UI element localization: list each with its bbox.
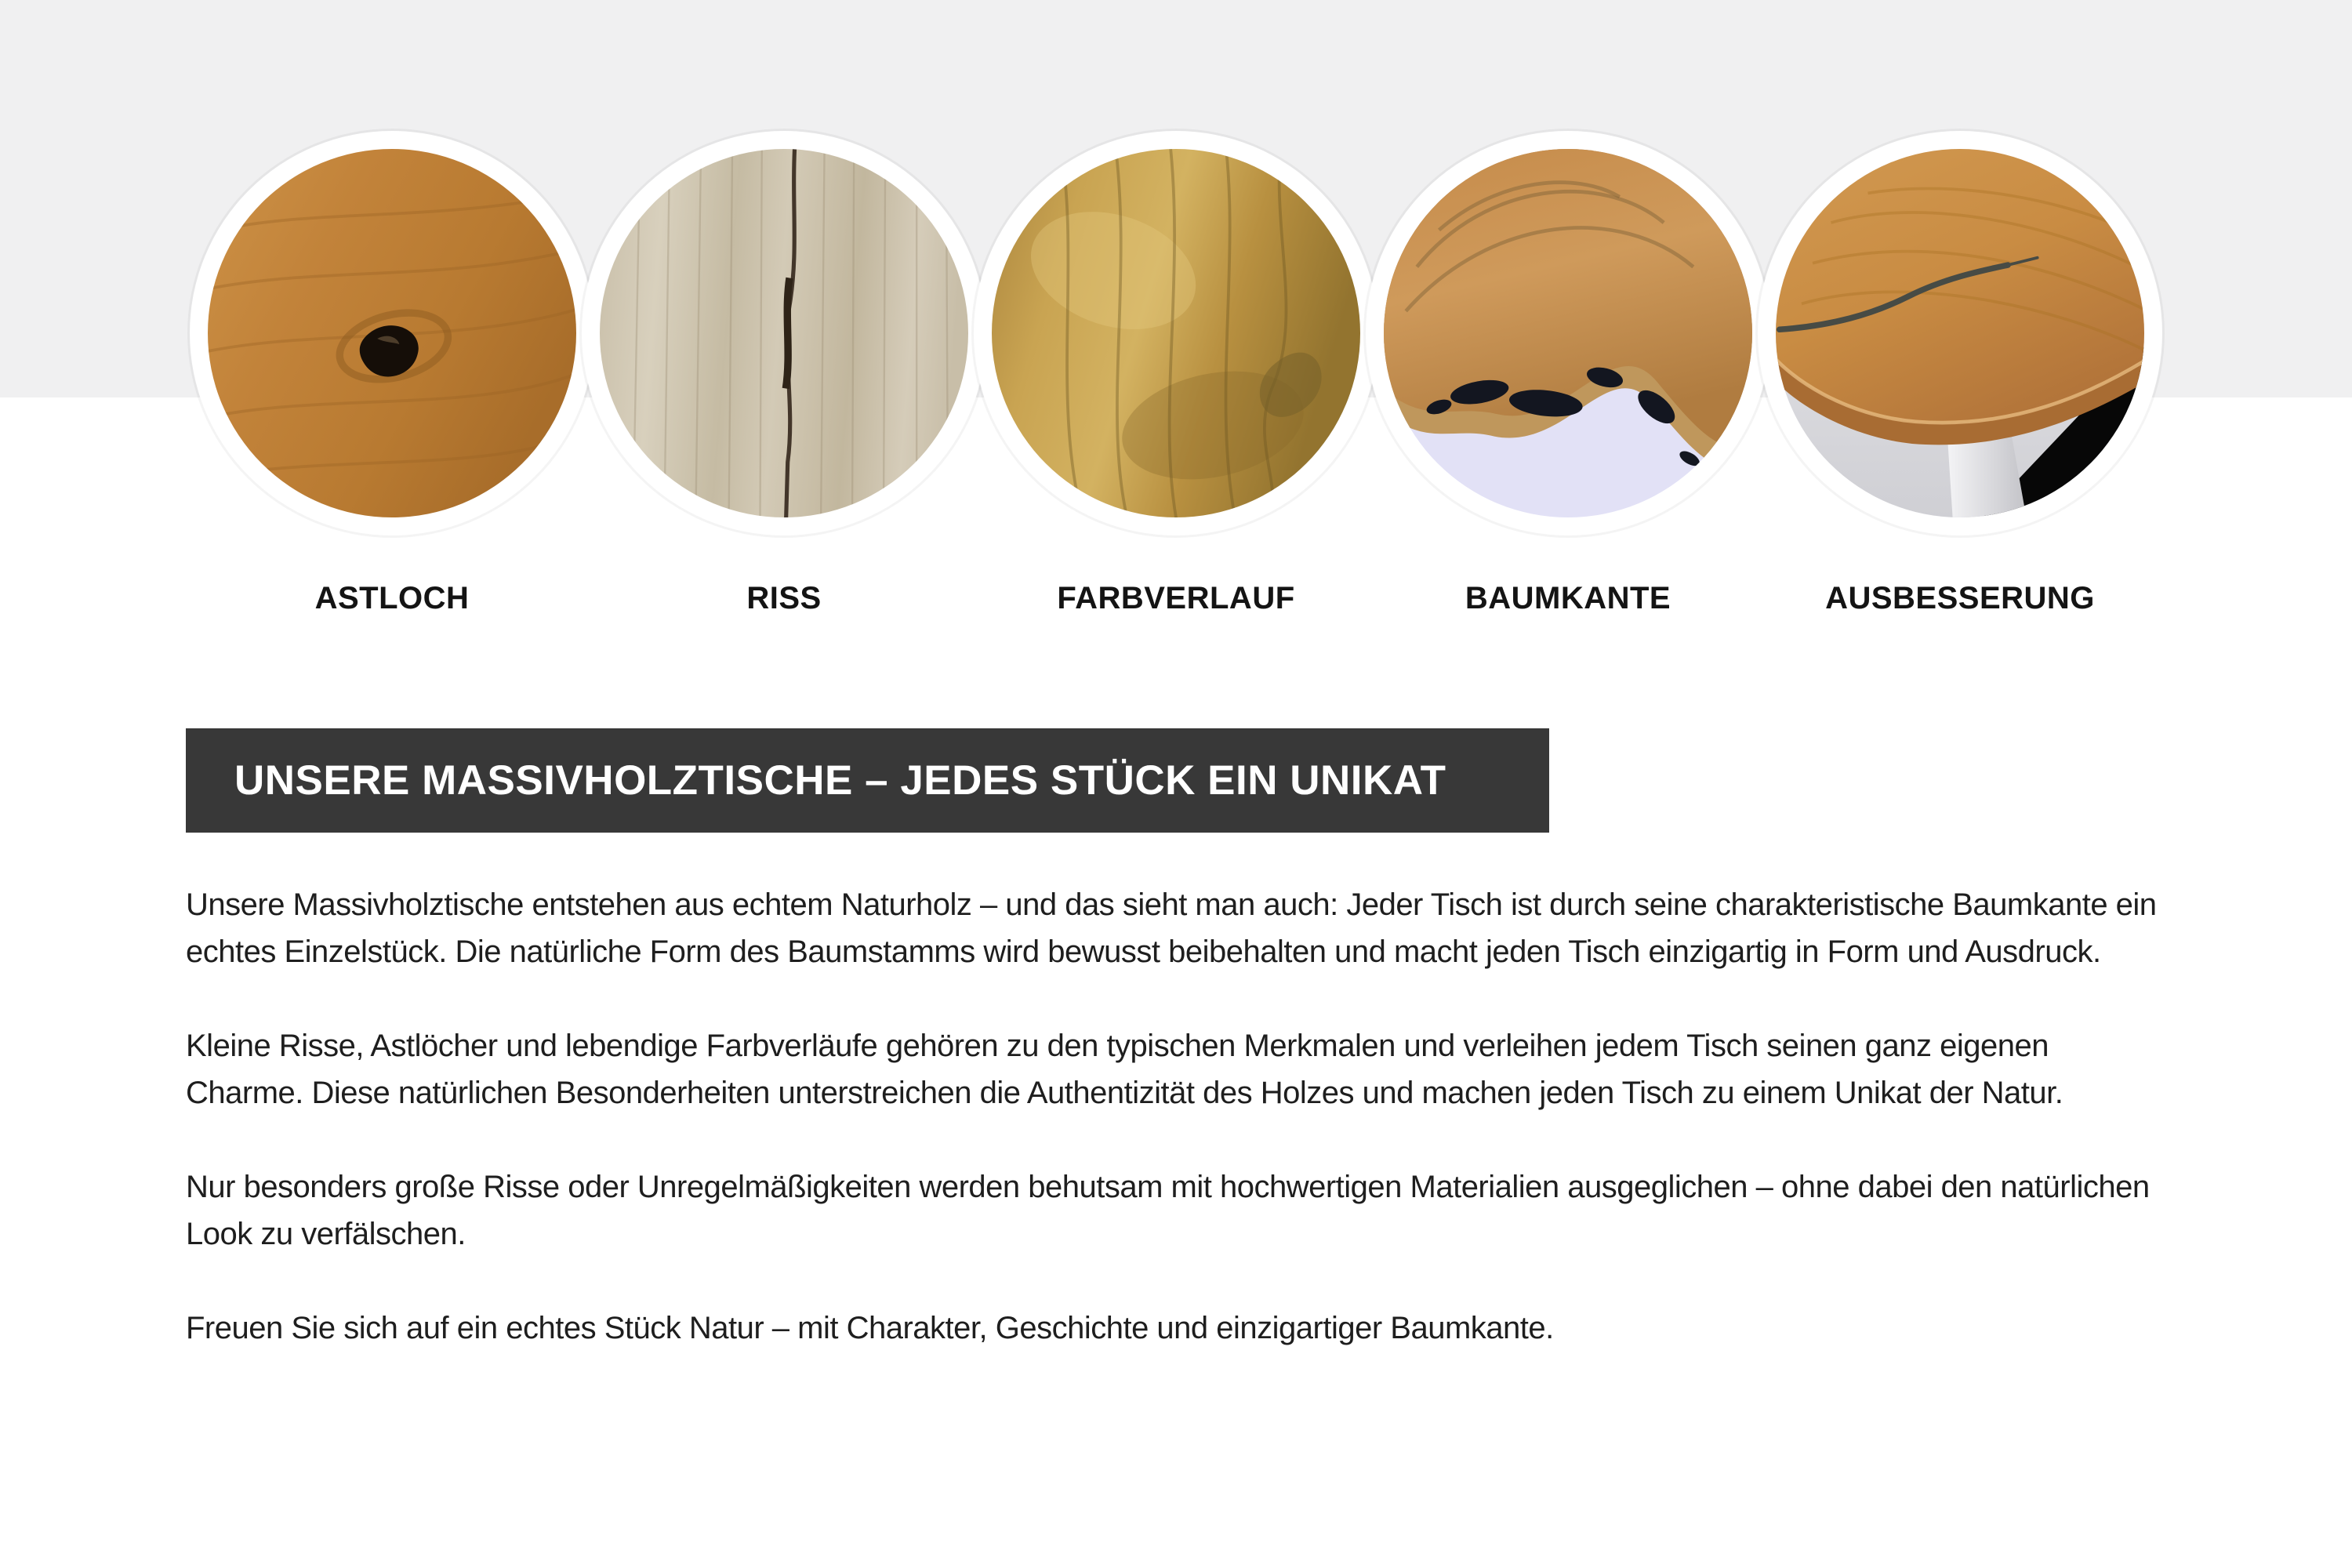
circle-frame-riss — [582, 131, 986, 535]
feature-label-riss: RISS — [746, 581, 822, 615]
circle-frame-astloch — [190, 131, 594, 535]
circle-frame-ausbesserung — [1758, 131, 2162, 535]
section-title: UNSERE MASSIVHOLZTISCHE – JEDES STÜCK EIN UNIKAT — [234, 757, 1446, 804]
paragraph-abschluss: Freuen Sie sich auf ein echtes Stück Natur – mit Charakter, Geschichte und einzigartiger Baumkante. — [186, 1311, 1554, 1345]
feature-riss — [582, 131, 986, 616]
wood-photo-riss — [600, 149, 968, 517]
feature-label-baumkante: BAUMKANTE — [1465, 581, 1671, 615]
paragraph-ausbesserung: Nur besonders große Risse oder Unregelmäßigkeiten werden behutsam mit hochwertigen Materialien ausgeglichen – ohne dabei den natürlichen Look zu verfälschen. — [186, 1170, 2150, 1251]
paragraph-intro: Unsere Massivholztische entstehen aus echtem Naturholz – und das sieht man auch: Jeder Tisch ist durch seine charakteristische Baumkante ein echtes Einzelstück. Die natürliche Form des Baumstamms wird bewusst beibehalten und macht jeden Tisch einzigartig in Form und Ausdruck. — [186, 887, 2157, 969]
feature-label-farbverlauf: FARBVERLAUF — [1057, 581, 1295, 615]
description-text — [186, 881, 2169, 1352]
wood-photo-baumkante — [1384, 149, 1752, 517]
feature-baumkante — [1366, 131, 1770, 616]
wood-photo-ausbesserung — [1776, 149, 2144, 517]
feature-image-astloch — [208, 149, 576, 517]
circle-frame-farbverlauf — [974, 131, 1378, 535]
feature-ausbesserung — [1758, 131, 2162, 616]
wood-photo-astloch — [208, 149, 576, 517]
feature-image-ausbesserung — [1776, 149, 2144, 517]
feature-astloch — [190, 131, 594, 616]
feature-farbverlauf — [974, 131, 1378, 616]
circle-frame-baumkante — [1366, 131, 1770, 535]
feature-label-astloch: ASTLOCH — [314, 581, 470, 615]
wood-photo-farbverlauf — [992, 149, 1360, 517]
feature-image-baumkante — [1384, 149, 1752, 517]
feature-image-farbverlauf — [992, 149, 1360, 517]
paragraph-merkmale: Kleine Risse, Astlöcher und lebendige Farbverläufe gehören zu den typischen Merkmalen und verleihen jedem Tisch seinen ganz eigenen Charme. Diese natürlichen Besonderheiten unterstreichen die Authentizität des Holzes und machen jeden Tisch zu einem Unikat der Natur. — [186, 1029, 2063, 1110]
section-title-banner — [186, 728, 1549, 833]
feature-image-riss — [600, 149, 968, 517]
feature-circles-row — [0, 131, 2352, 616]
feature-label-ausbesserung: AUSBESSERUNG — [1825, 581, 2095, 615]
